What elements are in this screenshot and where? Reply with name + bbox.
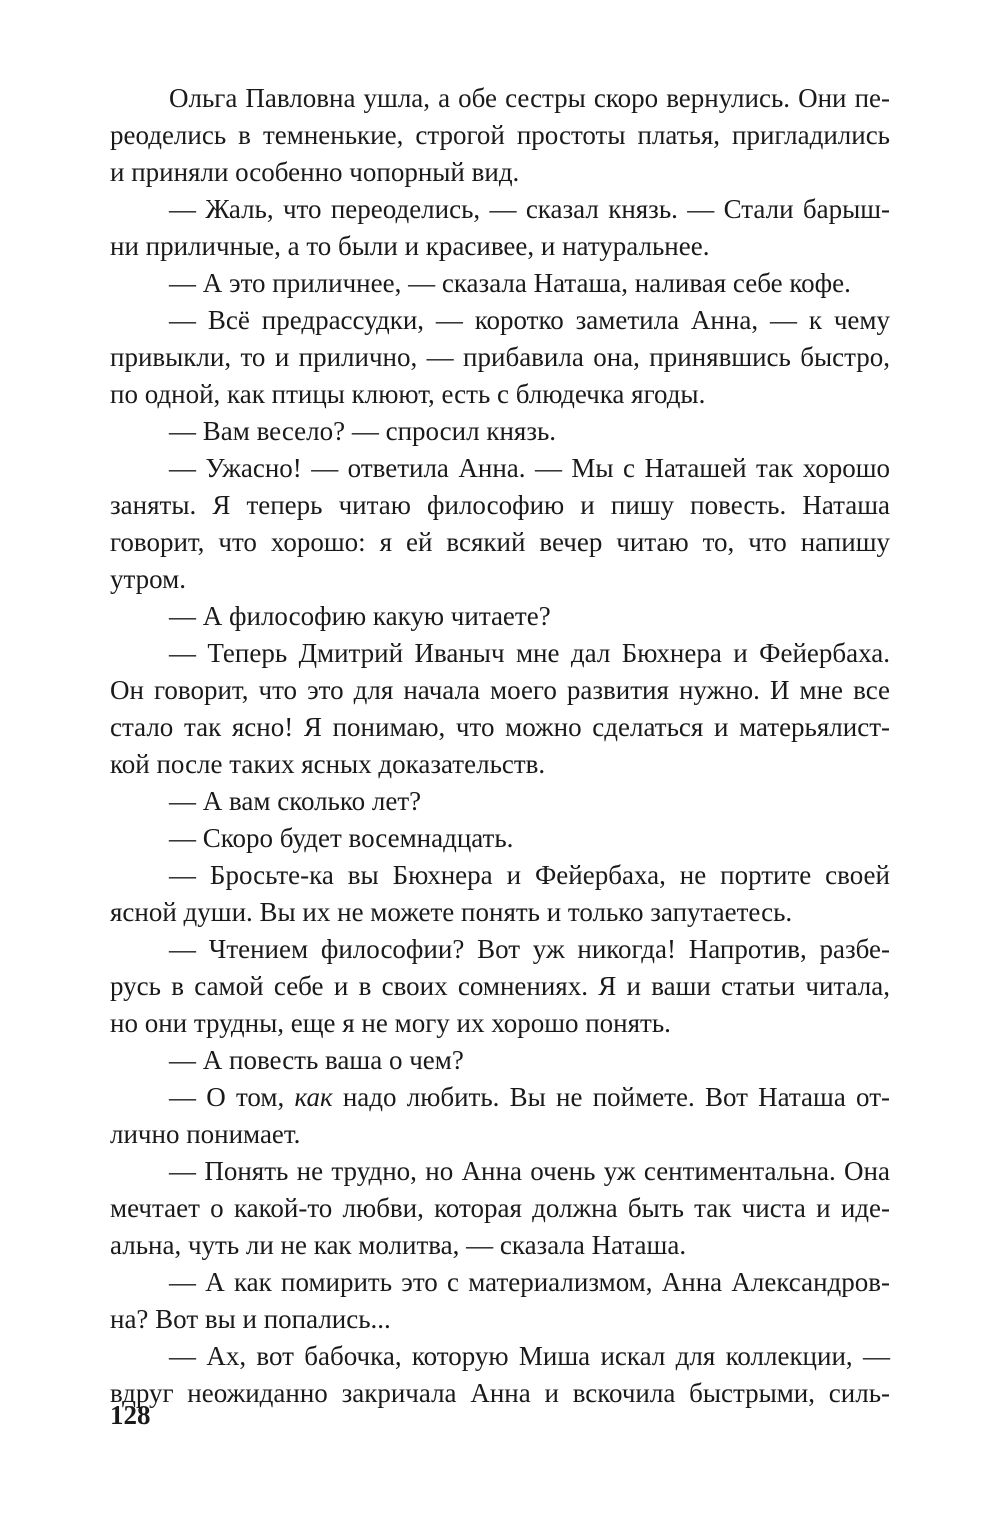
text-line: русь в самой себе и в своих сомнениях. Я и ваши статьи читала,: [110, 971, 890, 1001]
text-line: на? Вот вы и попались...: [110, 1304, 391, 1334]
text-line: — Вам весело? — спросил князь.: [169, 416, 557, 446]
text-line: заняты. Я теперь читаю философию и пишу повесть. Наташа: [110, 490, 890, 520]
text-line: — А вам сколько лет?: [169, 786, 422, 816]
text-line: — А это приличнее, — сказала Наташа, наливая себе кофе.: [169, 268, 851, 298]
text-line: мечтает о какой-то любви, которая должна быть так чиста и иде-: [110, 1193, 890, 1223]
page-number: 128: [110, 1400, 151, 1430]
text-line: лично понимает.: [110, 1119, 301, 1149]
text-line: по одной, как птицы клюют, есть с блюдечка ягоды.: [110, 379, 706, 409]
text-line: утром.: [110, 564, 186, 594]
text-line: привыкли, то и прилично, — прибавила она, принявшись быстро,: [110, 342, 890, 372]
emphasis-text: как: [294, 1082, 333, 1112]
text-line: Он говорит, что это для начала моего развития нужно. И мне все: [110, 675, 890, 705]
text-segment: — О том,: [169, 1082, 295, 1112]
text-line: — Всё предрассудки, — коротко заметила Анна, — к чему: [169, 305, 890, 335]
text-line: ясной души. Вы их не можете понять и только запутаетесь.: [110, 897, 793, 927]
text-line: — Ужасно! — ответила Анна. — Мы с Наташей так хорошо: [169, 453, 890, 483]
text-line: — А как помирить это с материализмом, Анна Александров-: [169, 1267, 890, 1297]
text-line: альна, чуть ли не как молитва, — сказала Наташа.: [110, 1230, 687, 1260]
text-line: — Скоро будет восемнадцать.: [169, 823, 514, 853]
text-line: [110, 1079, 890, 1116]
text-line: — Ах, вот бабочка, которую Миша искал для коллекции, —: [169, 1341, 890, 1371]
text-line: — А философию какую читаете?: [169, 601, 551, 631]
text-segment: надо любить. Вы не поймете. Вот Наташа от-: [332, 1082, 890, 1112]
text-line: — Теперь Дмитрий Иваныч мне дал Бюхнера и Фейербаха.: [169, 638, 890, 668]
text-line: — Чтением философии? Вот уж никогда! Напротив, разбе-: [169, 934, 890, 964]
text-line: — А повесть ваша о чем?: [169, 1045, 464, 1075]
text-line: говорит, что хорошо: я ей всякий вечер читаю то, что напишу: [110, 527, 890, 557]
text-line: Ольга Павловна ушла, а обе сестры скоро вернулись. Они пе-: [169, 83, 890, 113]
text-line: — Жаль, что переоделись, — сказал князь. — Стали барыш-: [169, 194, 890, 224]
text-line: вдруг неожиданно закричала Анна и вскочила быстрыми, силь-: [110, 1378, 890, 1408]
text-line: стало так ясно! Я понимаю, что можно сделаться и матерьялист-: [110, 712, 890, 742]
text-line: кой после таких ясных доказательств.: [110, 749, 546, 779]
text-line: реоделись в темненькие, строгой простоты платья, пригладились: [110, 120, 890, 150]
text-line: ни приличные, а то были и красивее, и натуральнее.: [110, 231, 710, 261]
text-line: — Понять не трудно, но Анна очень уж сентиментальна. Она: [169, 1156, 890, 1186]
text-line: — Бросьте-ка вы Бюхнера и Фейербаха, не портите своей: [169, 860, 890, 890]
text-line: и приняли особенно чопорный вид.: [110, 157, 520, 187]
body-text: [110, 80, 890, 1412]
text-line: но они трудны, еще я не могу их хорошо понять.: [110, 1008, 671, 1038]
